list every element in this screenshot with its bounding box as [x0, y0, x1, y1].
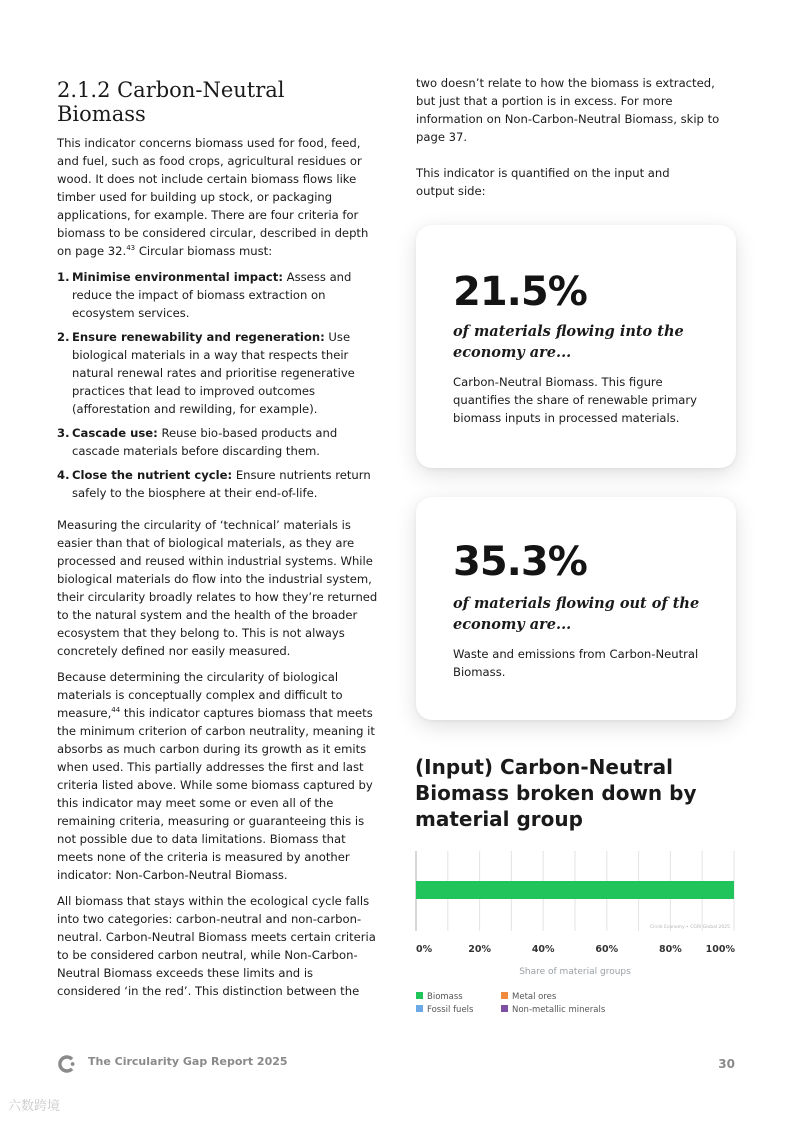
paragraph-measuring-a: Because determining the circularity of biological materials is conceptually complex and difficult to measure, — [57, 670, 343, 720]
input-stat-lead: of materials flowing into the economy are... — [453, 323, 684, 361]
criteria-heading: Cascade use: — [72, 426, 158, 440]
list-item — [57, 328, 379, 418]
site-watermark: 六数跨境 — [8, 1099, 61, 1114]
intro-tail: Circular biomass must: — [135, 244, 273, 258]
output-stat-lead: of materials flowing out of the economy are... — [453, 595, 700, 633]
footnote-ref-43[interactable]: 43 — [126, 244, 136, 253]
criteria-text: Assess and reduce the impact of biomass extraction on ecosystem services. — [72, 270, 352, 320]
legend-label: Non-metallic minerals — [512, 1005, 606, 1015]
x-tick-label: 20% — [468, 944, 491, 955]
bar-biomass — [416, 881, 734, 899]
legend-label: Fossil fuels — [427, 1005, 474, 1015]
criteria-heading: Minimise environmental impact: — [72, 270, 283, 284]
section-title: 2.1.2 Carbon-Neutral Biomass — [57, 78, 285, 126]
output-stat-value: 35.3% — [453, 539, 587, 585]
right-column-text — [416, 74, 726, 208]
output-stat-card — [416, 497, 736, 720]
list-item — [57, 268, 379, 322]
criteria-number: 4. — [57, 468, 70, 482]
chart-watermark: Circle Economy • CGRI Global 2025 — [649, 925, 730, 930]
legend-swatch — [416, 992, 423, 999]
paragraph-measuring — [57, 668, 379, 884]
criteria-text: Use biological materials in a way that respects their natural renewal rates and prioritise regenerative practices that lead to improved outcomes (afforestation and rewilding, for example). — [72, 330, 355, 416]
chart-legend — [416, 992, 606, 1015]
chart-tick-labels — [416, 944, 735, 955]
footnote-ref-44[interactable]: 44 — [111, 706, 121, 715]
intro-paragraph — [57, 134, 379, 260]
paragraph-measuring-b: this indicator captures biomass that meets the minimum criterion of carbon neutrality, meaning it absorbs as much carbon during its growth as it emits when used. This partially addresses the first and last criteria listed above. While some biomass captured by this indicator may meet some or even all of the remaining criteria, measuring or guaranteeing this is not possible due to data limitations. Biomass that meets none of the criteria is measured by another indicator: Non-Carbon-Neutral Biomass. — [57, 706, 375, 882]
footer-report-title: The Circularity Gap Report 2025 — [88, 1055, 288, 1068]
list-item — [57, 466, 379, 502]
x-tick-label: 80% — [659, 944, 682, 955]
x-tick-label: 0% — [416, 944, 433, 955]
paragraph-technical: Measuring the circularity of ‘technical’ materials is easier than that of biological materials, as they are processed and reused within industrial systems. While biological materials do flow into the industrial system, their circularity broadly relates to how they’re returned to the natural system and the health of the broader ecosystem that they belong to. This is not always concretely defined nor easily measured. — [57, 518, 378, 658]
criteria-text: Reuse bio-based products and cascade materials before discarding them. — [72, 426, 338, 458]
output-stat-description: Waste and emissions from Carbon-Neutral Biomass. — [453, 647, 699, 679]
legend-swatch — [416, 1005, 423, 1012]
intro-text: This indicator concerns biomass used for food, feed, and fuel, such as food crops, agricultural residues or wood. It does not include certain biomass flows like timber used for building up stock, or packaging applications, for example. There are four criteria for biomass to be considered circular, described in depth on page 32. — [57, 136, 369, 258]
legend-label: Metal ores — [512, 992, 557, 1002]
legend-swatch — [501, 992, 508, 999]
legend-swatch — [501, 1005, 508, 1012]
paragraph-continued: two doesn’t relate to how the biomass is extracted, but just that a portion is in excess. For more information on Non-Carbon-Neutral Biomass, skip to page 37. — [416, 76, 720, 144]
page-number: 30 — [718, 1057, 735, 1071]
input-stat-description: Carbon-Neutral Biomass. This figure quantifies the share of renewable primary biomass inputs in processed materials. — [453, 375, 697, 425]
criteria-number: 1. — [57, 270, 70, 284]
criteria-number: 2. — [57, 330, 70, 344]
chart-title: (Input) Carbon-Neutral Biomass broken down by material group — [415, 755, 697, 831]
x-axis-label: Share of material groups — [519, 967, 631, 977]
list-item — [57, 424, 379, 460]
x-tick-label: 60% — [595, 944, 619, 955]
material-group-chart — [405, 845, 745, 1025]
criteria-heading: Ensure renewability and regeneration: — [72, 330, 325, 344]
legend-label: Biomass — [427, 992, 463, 1002]
left-column — [57, 78, 379, 1008]
criteria-text: Ensure nutrients return safely to the biosphere at their end-of-life. — [72, 468, 371, 500]
x-tick-label: 40% — [531, 944, 555, 955]
x-tick-label: 100% — [705, 944, 735, 955]
input-stat-card — [416, 225, 736, 468]
criteria-number: 3. — [57, 426, 70, 440]
criteria-list — [57, 268, 379, 502]
input-stat-value: 21.5% — [453, 269, 587, 315]
paragraph-categories: All biomass that stays within the ecological cycle falls into two categories: carbon-neutral and non-carbon-neutral. Carbon-Neutral Biomass meets certain criteria to be considered carbon neutral, while Non-Carbon-Neutral Biomass exceeds these limits and is considered ‘in the red’. This distinction between the — [57, 894, 376, 998]
paragraph-quantified: This indicator is quantified on the input and output side: — [416, 166, 670, 198]
criteria-heading: Close the nutrient cycle: — [72, 468, 233, 482]
chart-bars — [416, 881, 734, 899]
circularity-logo-icon — [57, 1055, 77, 1073]
